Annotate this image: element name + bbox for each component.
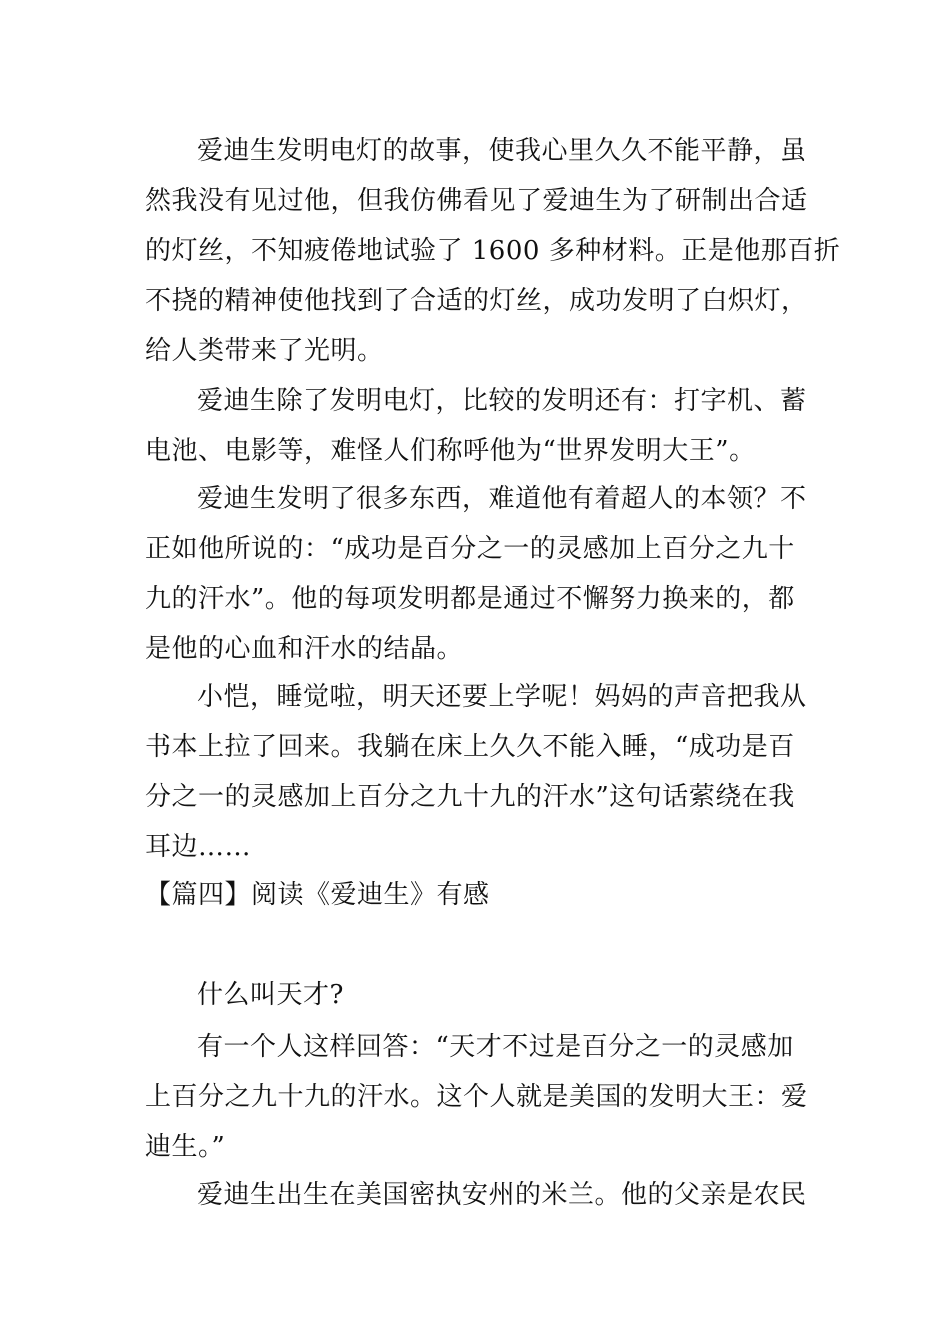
text-line: 爱迪生除了发明电灯，比较的发明还有：打字机、蓄 — [197, 386, 807, 416]
text-line: 分之一的灵感加上百分之九十九的汗水”这句话萦绕在我 — [145, 782, 795, 812]
text-line: 电池、电影等，难怪人们称呼他为“世界发明大王”。 — [145, 436, 756, 466]
paragraph-what-is-genius — [145, 970, 807, 1020]
text-line: 迪生。” — [145, 1132, 226, 1162]
section-heading: 【篇四】阅读《爱迪生》有感 — [145, 880, 490, 910]
text-line: 书本上拉了回来。我躺在床上久久不能入睡，“成功是百 — [145, 732, 795, 762]
text-line: 有一个人这样回答：“天才不过是百分之一的灵感加 — [197, 1032, 794, 1062]
text-line: 正如他所说的：“成功是百分之一的灵感加上百分之九十 — [145, 534, 795, 564]
paragraph-edison-birth — [145, 1170, 807, 1220]
text-line: 爱迪生发明电灯的故事，使我心里久久不能平静，虽 — [197, 136, 807, 166]
paragraph-other-inventions — [145, 376, 807, 476]
text-line: 给人类带来了光明。 — [145, 336, 384, 366]
text-line: 不挠的精神使他找到了合适的灯丝，成功发明了白炽灯， — [145, 286, 808, 316]
text-line: 爱迪生发明了很多东西，难道他有着超人的本领？不 — [197, 484, 807, 514]
text-line: 什么叫天才? — [197, 980, 344, 1010]
paragraph-success-quote — [145, 474, 807, 674]
text-line: 耳边…… — [145, 832, 252, 862]
text-line: 然我没有见过他，但我仿佛看见了爱迪生为了研制出合适 — [145, 186, 808, 216]
text-line: 爱迪生出生在美国密执安州的米兰。他的父亲是农民 — [197, 1180, 807, 1210]
text-line: 的灯丝，不知疲倦地试验了 1600 多种材料。正是他那百折 — [145, 236, 841, 266]
paragraph-genius-answer — [145, 1022, 807, 1172]
text-line: 上百分之九十九的汗水。这个人就是美国的发明大王：爱 — [145, 1082, 808, 1112]
text-line: 是他的心血和汗水的结晶。 — [145, 634, 464, 664]
text-line: 小恺，睡觉啦，明天还要上学呢！妈妈的声音把我从 — [197, 682, 807, 712]
paragraph-bedtime — [145, 672, 807, 872]
text-line: 九的汗水”。他的每项发明都是通过不懈努力换来的，都 — [145, 584, 795, 614]
paragraph-edison-lamp-story — [145, 126, 841, 376]
